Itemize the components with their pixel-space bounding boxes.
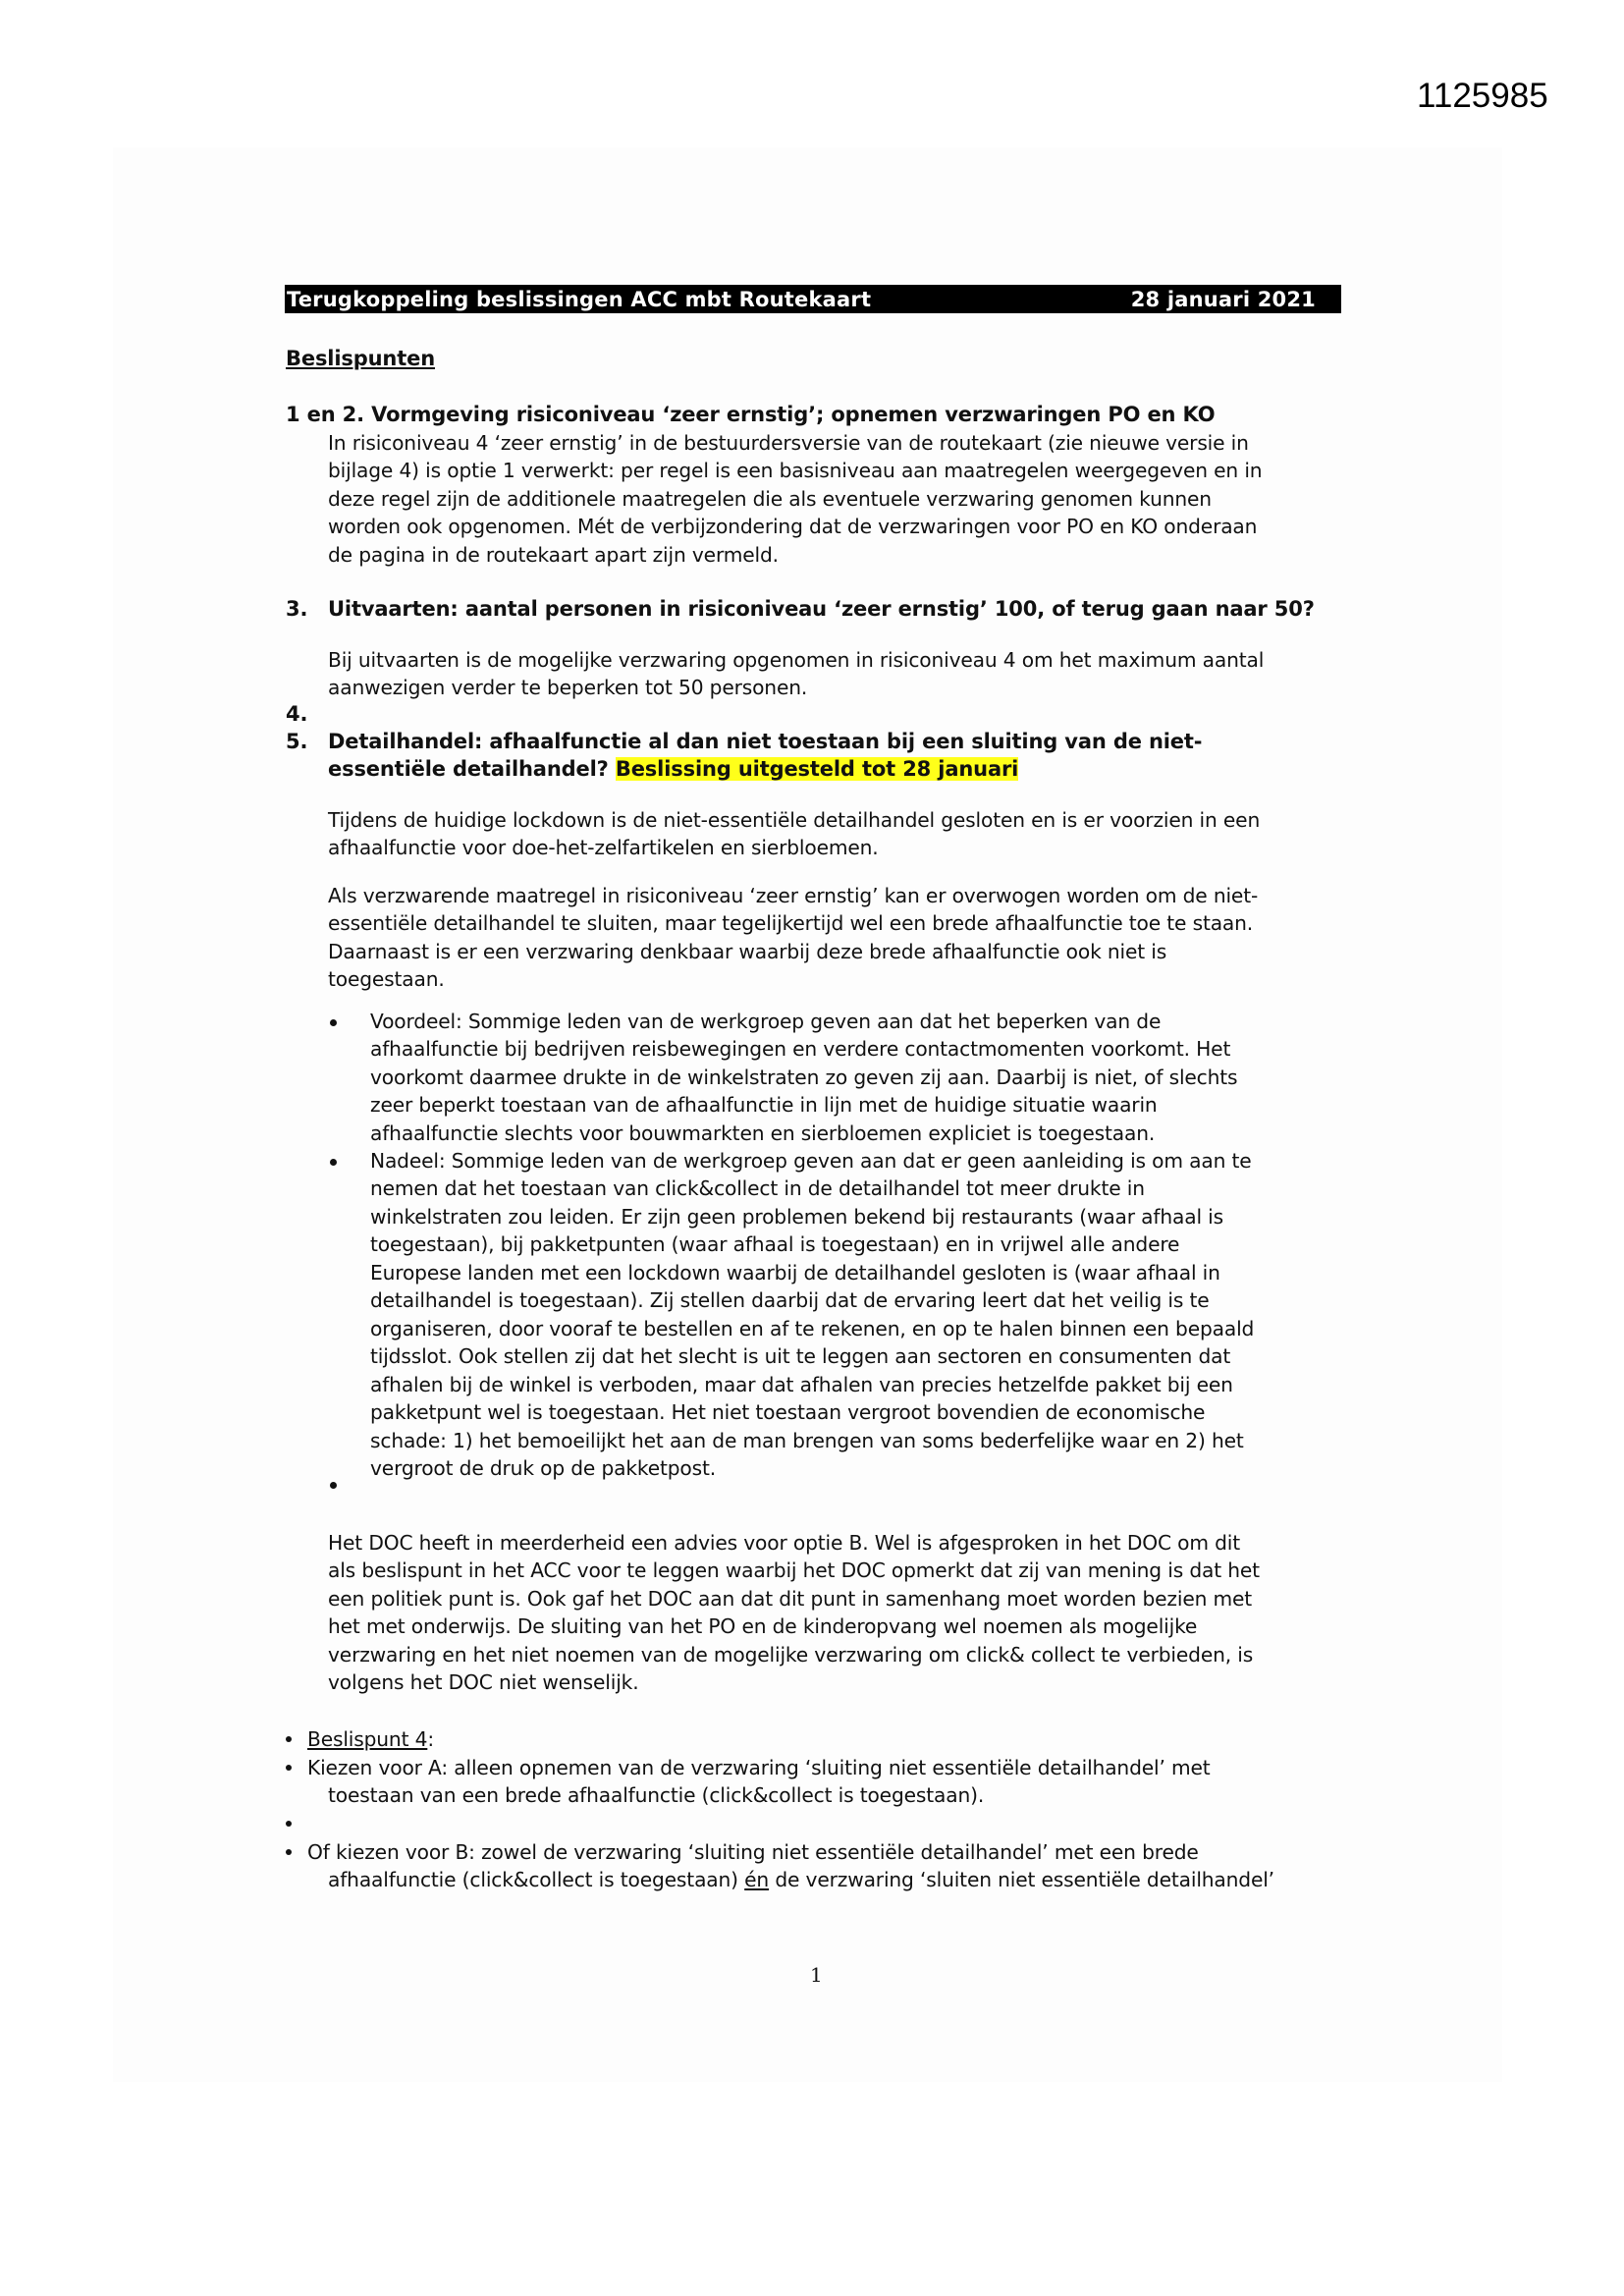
doc-advice-text: verzwaring en het niet noemen van de mogelijke verzwaring om click& collect te verbieden, is (328, 1643, 1254, 1667)
item-5-para1: afhaalfunctie voor doe-het-zelfartikelen en sierbloemen. (328, 836, 879, 859)
beslispunt-4-title: Beslispunt 4 (307, 1727, 428, 1751)
item-5-heading-text: essentiële detailhandel? (328, 757, 609, 781)
item-5-para1: Tijdens de huidige lockdown is de niet-essentiële detailhandel gesloten en is er voorzien in een (328, 808, 1261, 832)
header-title: Terugkoppeling beslissingen ACC mbt Routekaart (287, 287, 872, 311)
item-5-para2: Als verzwarende maatregel in risiconiveau ‘zeer ernstig’ kan er overwogen worden om de niet- (328, 884, 1259, 907)
option-b-post: de verzwaring ‘sluiten niet essentiële detailhandel’ (769, 1868, 1274, 1891)
item-5-para2: Daarnaast is er een verzwaring denkbaar waarbij deze brede afhaalfunctie ook niet is (328, 940, 1167, 963)
voordeel-text: Voordeel: Sommige leden van de werkgroep geven aan dat het beperken van de (370, 1010, 1162, 1033)
bullet-icon (286, 1736, 292, 1742)
nadeel-text: winkelstraten zou leiden. Er zijn geen problemen bekend bij restaurants (waar afhaal is (370, 1205, 1223, 1229)
doc-advice-text: als beslispunt in het ACC voor te leggen waarbij het DOC opmerkt dat zij van mening is dat het (328, 1558, 1260, 1582)
bullet-icon (286, 1765, 292, 1771)
voordeel-text: afhaalfunctie slechts voor bouwmarkten en sierbloemen expliciet is toegestaan. (370, 1121, 1156, 1145)
page-number: 1 (810, 1963, 823, 1987)
item-5-number: 5. (286, 730, 308, 753)
item-3-number: 3. (286, 597, 308, 621)
nadeel-text: afhalen bij de winkel is verboden, maar dat afhalen van precies hetzelfde pakket bij een (370, 1373, 1233, 1396)
bullet-icon (286, 1821, 292, 1827)
item-4-number: 4. (286, 702, 308, 726)
option-a-text: toestaan van een brede afhaalfunctie (click&collect is toegestaan). (328, 1783, 985, 1807)
section-title: Beslispunten (286, 347, 436, 370)
item-3-text: aanwezigen verder te beperken tot 50 personen. (328, 676, 808, 699)
doc-advice-text: Het DOC heeft in meerderheid een advies voor optie B. Wel is afgesproken in het DOC om dit (328, 1531, 1241, 1555)
item-3-text: Bij uitvaarten is de mogelijke verzwaring opgenomen in risiconiveau 4 om het maximum aantal (328, 648, 1265, 672)
voordeel-text: zeer beperkt toestaan van de afhaalfunctie in lijn met de huidige situatie waarin (370, 1093, 1158, 1117)
option-b-emphasis: én (744, 1868, 770, 1891)
nadeel-text: Nadeel: Sommige leden van de werkgroep geven aan dat er geen aanleiding is om aan te (370, 1149, 1252, 1173)
item-1-2-text: In risiconiveau 4 ‘zeer ernstig’ in de bestuurdersversie van de routekaart (zie nieuwe versie in (328, 431, 1249, 455)
item-5-para2: essentiële detailhandel te sluiten, maar tegelijkertijd wel een brede afhaalfunctie toe te staan. (328, 911, 1254, 935)
nadeel-text: tijdsslot. Ook stellen zij dat het slecht is uit te leggen aan sectoren en consumenten dat (370, 1344, 1231, 1368)
item-1-2-heading: 1 en 2. Vormgeving risiconiveau ‘zeer ernstig’; opnemen verzwaringen PO en KO (286, 403, 1216, 426)
nadeel-text: pakketpunt wel is toegestaan. Het niet toestaan vergroot bovendien de economische (370, 1400, 1206, 1424)
voordeel-text: afhaalfunctie bij bedrijven reisbewegingen en verdere contactmomenten voorkomt. Het (370, 1037, 1231, 1061)
header-date: 28 januari 2021 (1130, 287, 1316, 311)
nadeel-text: Europese landen met een lockdown waarbij de detailhandel gesloten is (waar afhaal in (370, 1261, 1220, 1285)
bullet-icon (330, 1159, 337, 1166)
bullet-icon (330, 1482, 337, 1489)
header-bar (285, 285, 1341, 313)
voordeel-text: voorkomt daarmee drukte in de winkelstraten zo geven zij aan. Daarbij is niet, of slechts (370, 1066, 1238, 1089)
bullet-icon (286, 1849, 292, 1855)
option-b-text-2 (328, 1866, 1274, 1893)
nadeel-text: schade: 1) het bemoeilijkt het aan de man brengen van soms bederfelijke waar en 2) het (370, 1429, 1244, 1452)
item-3-heading: Uitvaarten: aantal personen in risiconiveau ‘zeer ernstig’ 100, of terug gaan naar 50? (328, 597, 1315, 621)
option-b-pre: afhaalfunctie (click&collect is toegestaan) (328, 1868, 745, 1891)
nadeel-text: toegestaan), bij pakketpunten (waar afhaal is toegestaan) en in vrijwel alle andere (370, 1232, 1180, 1256)
beslispunt-4-colon: : (427, 1727, 434, 1751)
nadeel-text: detailhandel is toegestaan). Zij stellen daarbij dat de ervaring leert dat het veilig is te (370, 1288, 1210, 1312)
document-id: 1125985 (1417, 77, 1548, 115)
item-5-heading-2 (328, 755, 1018, 783)
nadeel-text: nemen dat het toestaan van click&collect in de detailhandel tot meer drukte in (370, 1176, 1145, 1200)
item-1-2-text: deze regel zijn de additionele maatregelen die als eventuele verzwaring genomen kunnen (328, 487, 1212, 511)
doc-advice-text: een politiek punt is. Ook gaf het DOC aan dat dit punt in samenhang moet worden bezien met (328, 1587, 1253, 1611)
decision-postponed-highlight: Beslissing uitgesteld tot 28 januari (615, 757, 1019, 781)
item-1-2-text: worden ook opgenomen. Mét de verbijzondering dat de verzwaringen voor PO en KO onderaan (328, 515, 1258, 538)
item-1-2-text: bijlage 4) is optie 1 verwerkt: per regel is een basisniveau aan maatregelen weergegeven en in (328, 459, 1263, 482)
bullet-icon (330, 1019, 337, 1026)
option-b-text: Of kiezen voor B: zowel de verzwaring ‘sluiting niet essentiële detailhandel’ met een brede (307, 1840, 1199, 1864)
option-a-text: Kiezen voor A: alleen opnemen van de verzwaring ‘sluiting niet essentiële detailhandel’ met (307, 1756, 1211, 1779)
item-1-2-text: de pagina in de routekaart apart zijn vermeld. (328, 543, 779, 567)
nadeel-text: vergroot de druk op de pakketpost. (370, 1456, 717, 1480)
item-5-para2: toegestaan. (328, 967, 445, 991)
doc-advice-text: volgens het DOC niet wenselijk. (328, 1670, 639, 1694)
doc-advice-text: het met onderwijs. De sluiting van het PO en de kinderopvang wel noemen als mogelijke (328, 1614, 1198, 1638)
item-5-heading: Detailhandel: afhaalfunctie al dan niet toestaan bij een sluiting van de niet- (328, 730, 1203, 753)
beslispunt-4-label (307, 1725, 434, 1753)
nadeel-text: organiseren, door vooraf te bestellen en af te rekenen, en op te halen binnen een bepaald (370, 1317, 1255, 1340)
